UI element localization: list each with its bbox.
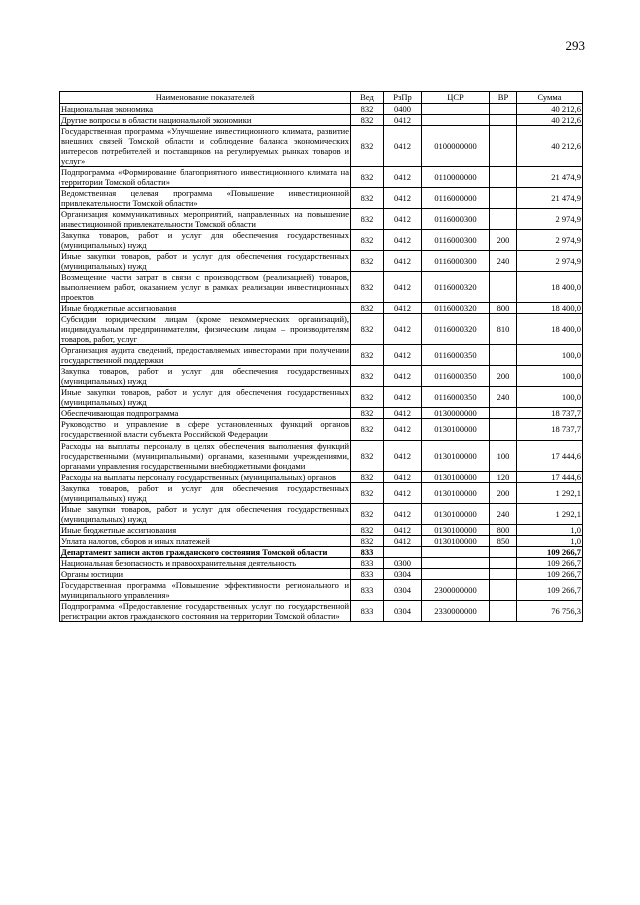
cell-name: Подпрограмма «Формирование благоприятного инвестиционного климата на территории Томской области» <box>61 167 349 188</box>
cell-sum: 109 266,7 <box>517 568 583 579</box>
cell-rzpr: 0412 <box>384 314 422 345</box>
cell-vr <box>490 115 517 126</box>
cell-vr: 800 <box>490 524 517 535</box>
cell-sum: 21 474,9 <box>517 188 583 209</box>
table-row <box>60 408 583 419</box>
cell-name: Расходы на выплаты персоналу государственных (муниципальных) органов <box>60 471 351 482</box>
cell-csr <box>422 546 490 557</box>
cell-vr: 850 <box>490 535 517 546</box>
cell-sum: 2 974,9 <box>517 209 583 230</box>
cell-rzpr: 0412 <box>384 366 422 387</box>
cell-ved: 832 <box>351 230 384 251</box>
cell-vr: 810 <box>490 314 517 345</box>
cell-ved: 832 <box>351 471 384 482</box>
cell-vr: 100 <box>490 440 517 471</box>
cell-vr <box>490 126 517 167</box>
cell-ved: 832 <box>351 251 384 272</box>
cell-csr <box>422 104 490 115</box>
cell-name: Государственная программа «Повышение эффективности регионального и муниципального управления» <box>61 579 349 600</box>
table-row <box>60 471 583 482</box>
cell-sum: 40 212,6 <box>517 104 583 115</box>
cell-sum: 109 266,7 <box>517 557 583 568</box>
cell-csr: 0130100000 <box>422 419 490 440</box>
table-row <box>60 167 583 188</box>
table-row <box>60 209 583 230</box>
cell-csr: 2300000000 <box>422 579 490 600</box>
cell-csr: 0130100000 <box>422 482 490 503</box>
table-body <box>60 104 583 622</box>
cell-rzpr: 0412 <box>384 387 422 408</box>
page-number: 293 <box>565 38 585 53</box>
cell-sum: 17 444,6 <box>517 471 583 482</box>
cell-ved: 832 <box>351 440 384 471</box>
cell-csr: 2330000000 <box>422 600 490 621</box>
cell-vr: 200 <box>490 482 517 503</box>
cell-csr: 0130100000 <box>422 535 490 546</box>
table-row <box>60 314 583 345</box>
cell-name: Закупка товаров, работ и услуг для обеспечения государственных (муниципальных) нужд <box>61 366 349 387</box>
cell-rzpr: 0412 <box>384 535 422 546</box>
table-row <box>60 568 583 579</box>
cell-rzpr: 0412 <box>384 272 422 303</box>
cell-rzpr: 0412 <box>384 419 422 440</box>
cell-ved: 832 <box>351 482 384 503</box>
table-row <box>60 387 583 408</box>
cell-ved: 832 <box>351 314 384 345</box>
cell-csr: 0110000000 <box>422 167 490 188</box>
header-sum: Сумма <box>517 92 583 104</box>
cell-vr <box>490 419 517 440</box>
cell-ved: 832 <box>351 503 384 524</box>
cell-vr <box>490 546 517 557</box>
cell-csr: 0130100000 <box>422 471 490 482</box>
table-row <box>60 188 583 209</box>
cell-csr <box>422 115 490 126</box>
table-row <box>60 230 583 251</box>
cell-name: Органы юстиции <box>60 568 351 579</box>
cell-csr: 0116000300 <box>422 251 490 272</box>
cell-rzpr: 0412 <box>384 524 422 535</box>
cell-sum: 18 400,0 <box>517 272 583 303</box>
cell-vr: 120 <box>490 471 517 482</box>
cell-name: Департамент записи актов гражданского состояния Томской области <box>60 546 351 557</box>
table-row <box>60 126 583 167</box>
cell-vr <box>490 345 517 366</box>
cell-name: Закупка товаров, работ и услуг для обеспечения государственных (муниципальных) нужд <box>61 230 349 251</box>
cell-vr <box>490 209 517 230</box>
table-row <box>60 535 583 546</box>
cell-ved: 832 <box>351 126 384 167</box>
cell-rzpr <box>384 546 422 557</box>
cell-csr: 0116000300 <box>422 209 490 230</box>
cell-rzpr: 0400 <box>384 104 422 115</box>
cell-rzpr: 0412 <box>384 188 422 209</box>
cell-csr: 0116000000 <box>422 188 490 209</box>
table-row <box>60 345 583 366</box>
cell-rzpr: 0412 <box>384 230 422 251</box>
cell-sum: 2 974,9 <box>517 230 583 251</box>
cell-sum: 1,0 <box>517 524 583 535</box>
cell-csr: 0130100000 <box>422 503 490 524</box>
cell-name: Уплата налогов, сборов и иных платежей <box>60 535 351 546</box>
cell-name: Национальная экономика <box>60 104 351 115</box>
cell-csr: 0116000350 <box>422 387 490 408</box>
cell-rzpr: 0412 <box>384 167 422 188</box>
table-row <box>60 251 583 272</box>
table-row <box>60 524 583 535</box>
cell-ved: 833 <box>351 557 384 568</box>
cell-name: Иные бюджетные ассигнования <box>60 524 351 535</box>
cell-csr: 0116000320 <box>422 314 490 345</box>
cell-csr: 0116000320 <box>422 272 490 303</box>
cell-vr <box>490 568 517 579</box>
cell-sum: 1 292,1 <box>517 503 583 524</box>
cell-ved: 833 <box>351 546 384 557</box>
table-row <box>60 104 583 115</box>
cell-name: Организация аудита сведений, предоставляемых инвесторами при получении государственной поддержки <box>61 345 349 366</box>
cell-rzpr: 0412 <box>384 345 422 366</box>
cell-rzpr: 0412 <box>384 471 422 482</box>
cell-ved: 832 <box>351 366 384 387</box>
cell-rzpr: 0412 <box>384 440 422 471</box>
cell-csr: 0130000000 <box>422 408 490 419</box>
cell-ved: 832 <box>351 167 384 188</box>
cell-sum: 109 266,7 <box>517 579 583 600</box>
cell-ved: 832 <box>351 115 384 126</box>
cell-rzpr: 0412 <box>384 408 422 419</box>
cell-rzpr: 0300 <box>384 557 422 568</box>
header-name: Наименование показателей <box>60 92 351 104</box>
header-csr: ЦСР <box>422 92 490 104</box>
table-row <box>60 600 583 621</box>
table-row <box>60 557 583 568</box>
table-row <box>60 482 583 503</box>
table-row <box>60 303 583 314</box>
cell-sum: 100,0 <box>517 387 583 408</box>
cell-vr: 240 <box>490 387 517 408</box>
cell-name: Ведомственная целевая программа «Повышение инвестиционной привлекательности Томской области» <box>61 188 349 209</box>
cell-ved: 832 <box>351 272 384 303</box>
cell-sum: 40 212,6 <box>517 115 583 126</box>
cell-csr: 0116000320 <box>422 303 490 314</box>
cell-sum: 21 474,9 <box>517 167 583 188</box>
cell-sum: 100,0 <box>517 345 583 366</box>
cell-vr: 800 <box>490 303 517 314</box>
table-row <box>60 272 583 303</box>
cell-ved: 832 <box>351 535 384 546</box>
cell-name: Подпрограмма «Предоставление государственных услуг по государственной регистрации актов гражданского состояния на территории Томской области» <box>61 600 349 621</box>
cell-ved: 832 <box>351 209 384 230</box>
cell-vr: 240 <box>490 503 517 524</box>
cell-name: Закупка товаров, работ и услуг для обеспечения государственных (муниципальных) нужд <box>61 482 349 503</box>
cell-vr <box>490 272 517 303</box>
cell-name: Обеспечивающая подпрограмма <box>60 408 351 419</box>
cell-ved: 832 <box>351 303 384 314</box>
cell-name: Национальная безопасность и правоохранительная деятельность <box>60 557 351 568</box>
cell-rzpr: 0412 <box>384 482 422 503</box>
cell-vr <box>490 188 517 209</box>
cell-sum: 1,0 <box>517 535 583 546</box>
cell-vr <box>490 600 517 621</box>
cell-sum: 1 292,1 <box>517 482 583 503</box>
cell-rzpr: 0304 <box>384 600 422 621</box>
cell-sum: 40 212,6 <box>517 126 583 167</box>
cell-ved: 832 <box>351 408 384 419</box>
cell-ved: 832 <box>351 387 384 408</box>
cell-rzpr: 0304 <box>384 568 422 579</box>
cell-rzpr: 0412 <box>384 251 422 272</box>
cell-sum: 2 974,9 <box>517 251 583 272</box>
cell-name: Государственная программа «Улучшение инвестиционного климата, развитие внешних связей Томской области и соблюдение баланса экономических интересов потребителей и поставщиков на регулируемых рынках товаров и услуг» <box>61 126 349 167</box>
table-row <box>60 440 583 471</box>
cell-csr: 0100000000 <box>422 126 490 167</box>
table-row <box>60 579 583 600</box>
cell-ved: 832 <box>351 524 384 535</box>
cell-sum: 18 400,0 <box>517 303 583 314</box>
cell-ved: 832 <box>351 345 384 366</box>
cell-vr <box>490 167 517 188</box>
cell-vr <box>490 408 517 419</box>
cell-rzpr: 0412 <box>384 115 422 126</box>
cell-csr: 0116000350 <box>422 345 490 366</box>
budget-table <box>59 91 583 622</box>
header-rzpr: РзПр <box>384 92 422 104</box>
table-row <box>60 546 583 557</box>
cell-name: Расходы на выплаты персоналу в целях обеспечения выполнения функций государственными (муниципальными) органами, казенными учреждениями, органами управления государственными внебюджетными фондами <box>61 440 349 471</box>
table-row <box>60 366 583 387</box>
cell-sum: 18 737,7 <box>517 419 583 440</box>
cell-vr: 200 <box>490 366 517 387</box>
table-row <box>60 503 583 524</box>
header-vr: ВР <box>490 92 517 104</box>
cell-sum: 100,0 <box>517 366 583 387</box>
cell-ved: 833 <box>351 568 384 579</box>
cell-rzpr: 0304 <box>384 579 422 600</box>
cell-rzpr: 0412 <box>384 209 422 230</box>
cell-sum: 17 444,6 <box>517 440 583 471</box>
table-header-row <box>60 92 583 104</box>
cell-vr <box>490 579 517 600</box>
cell-sum: 76 756,3 <box>517 600 583 621</box>
table-row <box>60 115 583 126</box>
cell-name: Возмещение части затрат в связи с производством (реализацией) товаров, выполнением работ, оказанием услуг в рамках реализации инвестиционных проектов <box>61 272 349 303</box>
cell-rzpr: 0412 <box>384 503 422 524</box>
cell-name: Иные закупки товаров, работ и услуг для обеспечения государственных (муниципальных) нужд <box>61 503 349 524</box>
cell-vr <box>490 104 517 115</box>
header-ved: Вед <box>351 92 384 104</box>
cell-ved: 832 <box>351 188 384 209</box>
table-row <box>60 419 583 440</box>
cell-csr: 0116000300 <box>422 230 490 251</box>
cell-name: Субсидии юридическим лицам (кроме некоммерческих организаций), индивидуальным предпринимателям, физическим лицам – производителям товаров, работ, услуг <box>61 314 349 345</box>
cell-name: Руководство и управление в сфере установленных функций органов государственной власти субъекта Российской Федерации <box>61 419 349 440</box>
cell-vr <box>490 557 517 568</box>
cell-name: Иные бюджетные ассигнования <box>60 303 351 314</box>
cell-rzpr: 0412 <box>384 126 422 167</box>
cell-csr: 0130100000 <box>422 524 490 535</box>
cell-name: Организация коммуникативных мероприятий, направленных на повышение инвестиционной привлекательности Томской области <box>61 209 349 230</box>
cell-name: Иные закупки товаров, работ и услуг для обеспечения государственных (муниципальных) нужд <box>61 251 349 272</box>
cell-vr: 200 <box>490 230 517 251</box>
cell-vr: 240 <box>490 251 517 272</box>
cell-name: Иные закупки товаров, работ и услуг для обеспечения государственных (муниципальных) нужд <box>61 387 349 408</box>
cell-sum: 109 266,7 <box>517 546 583 557</box>
cell-name: Другие вопросы в области национальной экономики <box>60 115 351 126</box>
cell-rzpr: 0412 <box>384 303 422 314</box>
cell-csr <box>422 557 490 568</box>
cell-csr: 0116000350 <box>422 366 490 387</box>
cell-csr: 0130100000 <box>422 440 490 471</box>
cell-ved: 833 <box>351 579 384 600</box>
cell-ved: 833 <box>351 600 384 621</box>
cell-sum: 18 400,0 <box>517 314 583 345</box>
cell-csr <box>422 568 490 579</box>
cell-ved: 832 <box>351 419 384 440</box>
cell-sum: 18 737,7 <box>517 408 583 419</box>
cell-ved: 832 <box>351 104 384 115</box>
